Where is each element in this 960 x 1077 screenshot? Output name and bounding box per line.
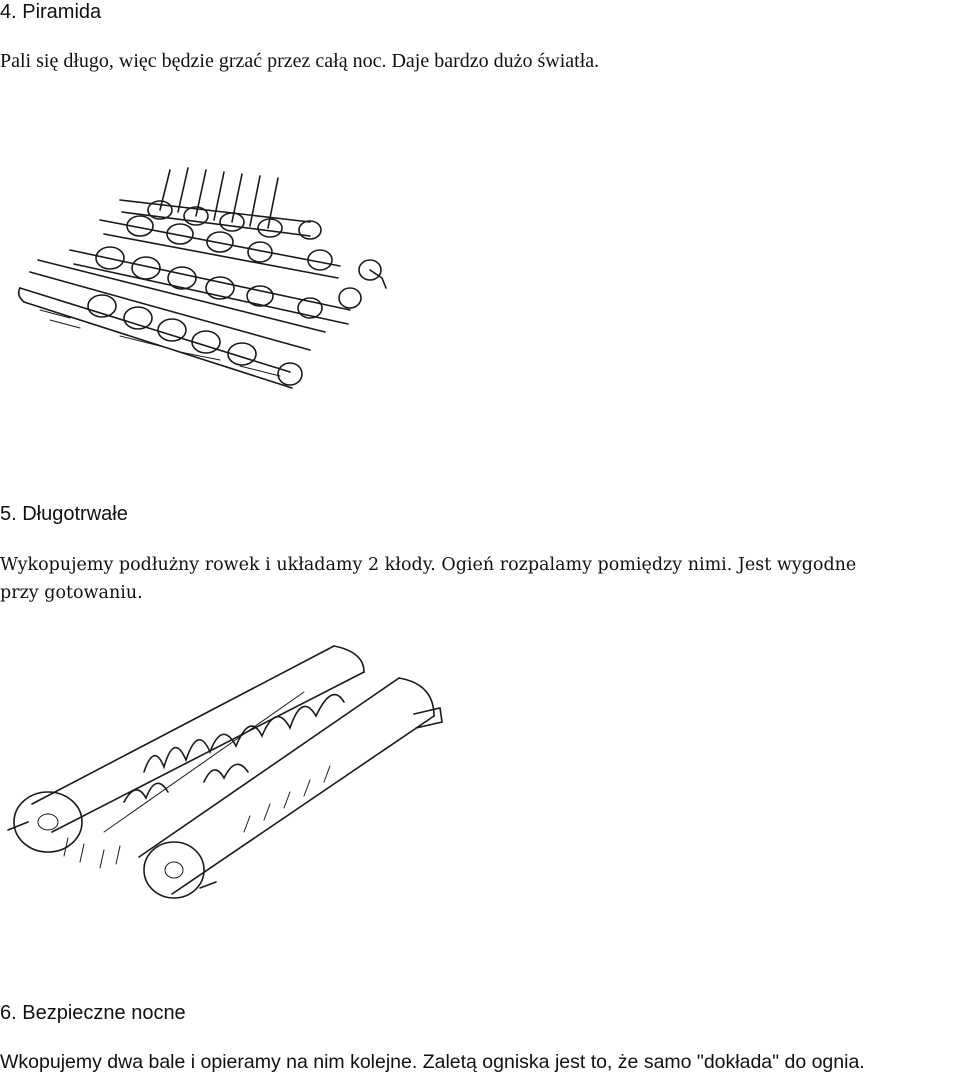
section-heading-dlugotrwale: 5. Długotrwałe — [0, 503, 128, 525]
section-heading-bezpieczne-nocne: 6. Bezpieczne nocne — [0, 1002, 186, 1024]
section-text-piramida: Pali się długo, więc będzie grzać przez całą noc. Daje bardzo dużo światła. — [0, 50, 600, 72]
section-text-bezpieczne-nocne: Wkopujemy dwa bale i opieramy na nim kolejne. Zaletą ogniska jest to, że samo "dokłada" do ognia. — [0, 1051, 865, 1073]
section-text-dlugotrwale-line-2: przy gotowaniu. — [0, 583, 143, 603]
section-heading-piramida: 4. Piramida — [0, 1, 102, 23]
two-logs-fire-drawing-icon — [4, 632, 444, 902]
section-text-dlugotrwale-line-1: Wykopujemy podłużny rowek i układamy 2 kłody. Ogień rozpalamy pomiędzy nimi. Jest wygodne — [0, 555, 857, 575]
log-pyramid-drawing-icon — [10, 160, 390, 405]
